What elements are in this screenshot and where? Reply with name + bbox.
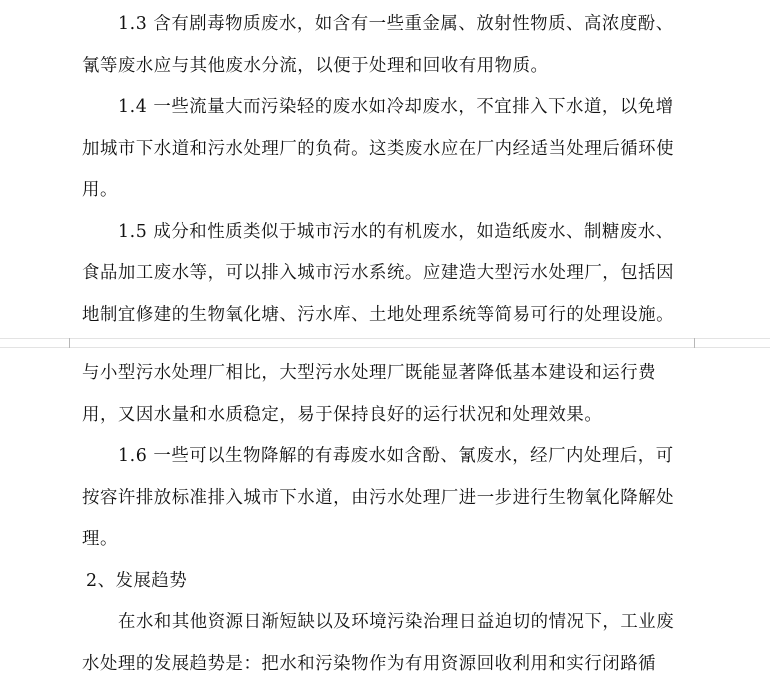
document-page-2 [0,348,770,682]
page-break [0,338,770,348]
text-line: 食品加工废水等，可以排入城市污水系统。应建造大型污水处理厂，包括因 [82,253,694,295]
text-line: 1.3 含有剧毒物质废水，如含有一些重金属、放射性物质、高浓度酚、 [82,4,694,46]
text-line: 按容许排放标准排入城市下水道，由污水处理厂进一步进行生物氧化降解处 [82,478,694,520]
text-line: 水处理的发展趋势是：把水和污染物作为有用资源回收利用和实行闭路循 [82,644,694,685]
section-heading: 2、发展趋势 [82,561,694,603]
text-line: 地制宜修建的生物氧化塘、污水库、土地处理系统等简易可行的处理设施。 [82,295,694,337]
text-line: 在水和其他资源日渐短缺以及环境污染治理日益迫切的情况下，工业废 [82,602,694,644]
text-line: 1.6 一些可以生物降解的有毒废水如含酚、氰废水，经厂内处理后，可 [82,436,694,478]
text-line: 用，又因水量和水质稳定，易于保持良好的运行状况和处理效果。 [82,395,694,437]
text-line: 1.5 成分和性质类似于城市污水的有机废水，如造纸废水、制糖废水、 [82,212,694,254]
text-line: 加城市下水道和污水处理厂的负荷。这类废水应在厂内经适当处理后循环使 [82,129,694,171]
text-line: 用。 [82,170,694,212]
text-line: 与小型污水处理厂相比，大型污水处理厂既能显著降低基本建设和运行费 [82,353,694,395]
text-line: 1.4 一些流量大而污染轻的废水如冷却废水，不宜排入下水道，以免增 [82,87,694,129]
page-2-text [82,353,694,685]
text-line: 理。 [82,519,694,561]
text-line: 氰等废水应与其他废水分流，以便于处理和回收有用物质。 [82,46,694,88]
document-page-1 [0,0,770,338]
page-1-text [82,4,694,336]
